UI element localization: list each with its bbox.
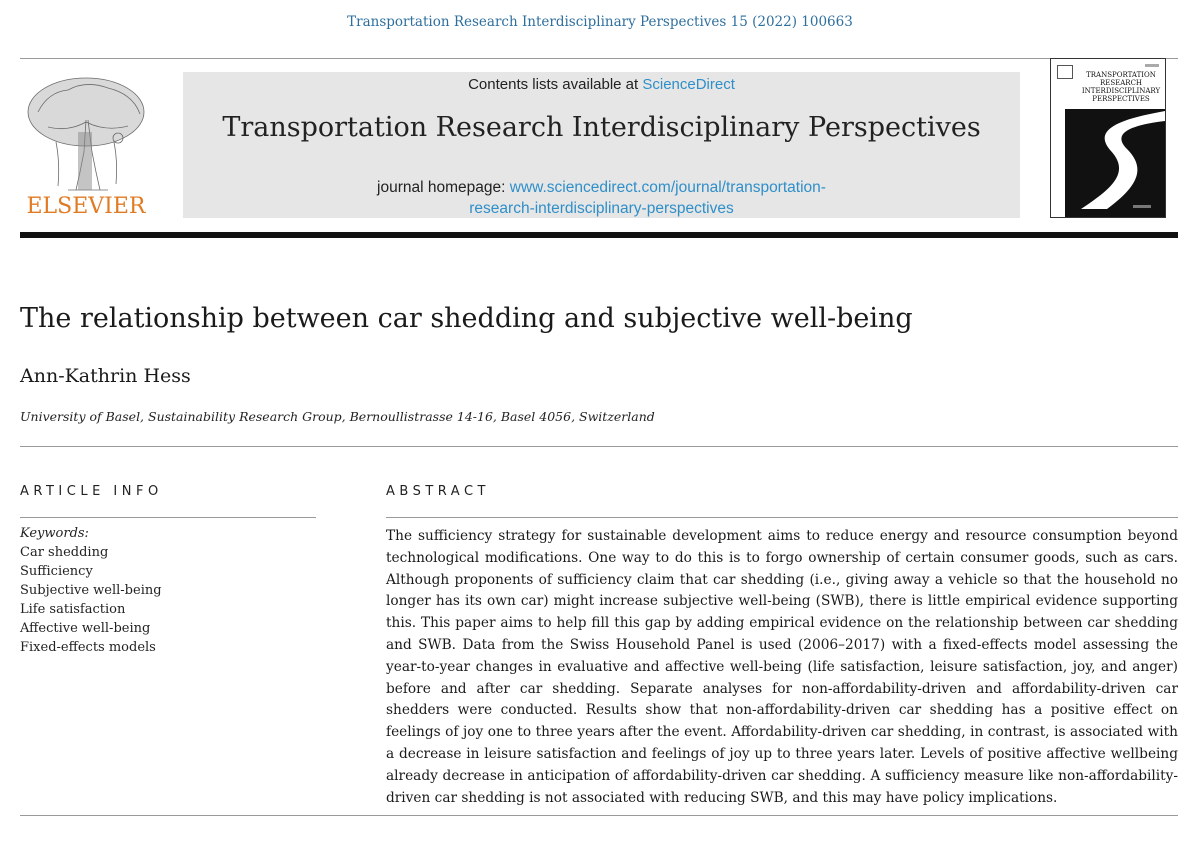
journal-cover[interactable] xyxy=(1050,58,1166,218)
abstract-bottom-rule xyxy=(20,815,1178,816)
keywords-block xyxy=(20,524,162,657)
homepage-link-line1[interactable]: www.sciencedirect.com/journal/transportation- xyxy=(509,179,826,196)
article-info-heading: ARTICLE INFO xyxy=(20,484,163,499)
keywords-label: Keywords: xyxy=(20,526,89,541)
journal-homepage xyxy=(183,177,1020,219)
meta-divider xyxy=(20,446,1178,447)
journal-citation: Transportation Research Interdisciplinary Perspectives 15 (2022) 100663 xyxy=(347,14,853,30)
keyword-item: Sufficiency xyxy=(20,564,93,579)
contents-prefix: Contents lists available at xyxy=(468,76,643,93)
keyword-item: Life satisfaction xyxy=(20,602,126,617)
cover-title: TRANSPORTATION RESEARCH INTERDISCIPLINARY PERSPECTIVES xyxy=(1081,71,1161,103)
keyword-item: Affective well-being xyxy=(20,621,151,636)
keyword-item: Car shedding xyxy=(20,545,109,560)
keyword-item: Subjective well-being xyxy=(20,583,162,598)
contents-available xyxy=(183,76,1020,93)
author-name[interactable]: Ann-Kathrin Hess xyxy=(20,365,191,387)
homepage-prefix: journal homepage: xyxy=(377,179,510,196)
header-divider xyxy=(20,58,1178,59)
abstract-divider xyxy=(386,517,1178,518)
homepage-link-line2[interactable]: research-interdisciplinary-perspectives xyxy=(469,200,734,217)
header-thick-rule xyxy=(20,232,1178,238)
abstract-text: The sufficiency strategy for sustainable development aims to reduce energy and resource consumption beyond technological modifications. One way to do this is to forgo ownership of certain consumer goods, such as cars. Although proponents of sufficiency claim that car shedding (i.e., giving away a vehicle so that the household no longer has its own car) might increase subjective well-being (SWB), there is little empirical evidence supporting this. This paper aims to help fill this gap by adding empirical evidence on the relationship between car shedding and SWB. Data from the Swiss Household Panel is used (2006–2017) with a fixed-effects model assessing the year-to-year changes in evaluative and affective well-being (life satisfaction, leisure satisfaction, joy, and anger) before and after car shedding. Separate analyses for non-affordability-driven and affordability-driven car shedders were conducted. Results show that non-affordability-driven car shedding has a positive effect on feelings of joy one to three years after the event. Affordability-driven car shedding, in contrast, is associated with a decrease in leisure satisfaction and feelings of joy up to three years later. Levels of positive affective wellbeing already decrease in anticipation of affordability-driven car shedding. A sufficiency measure like non-affordability-driven car shedding is not associated with reducing SWB, and this may have policy implications. xyxy=(386,528,1178,806)
sciencedirect-link[interactable]: ScienceDirect xyxy=(642,76,735,93)
keyword-item: Fixed-effects models xyxy=(20,640,156,655)
journal-title: Transportation Research Interdisciplinary Perspectives xyxy=(222,112,981,143)
elsevier-wordmark: ELSEVIER xyxy=(26,194,146,219)
abstract-heading: ABSTRACT xyxy=(386,484,490,499)
article-title: The relationship between car shedding and subjective well-being xyxy=(20,303,913,334)
cover-road-graphic xyxy=(1051,59,1165,217)
author-affiliation: University of Basel, Sustainability Research Group, Bernoullistrasse 14-16, Basel 4056, Switzerland xyxy=(20,409,655,424)
article-info-divider xyxy=(20,517,316,518)
